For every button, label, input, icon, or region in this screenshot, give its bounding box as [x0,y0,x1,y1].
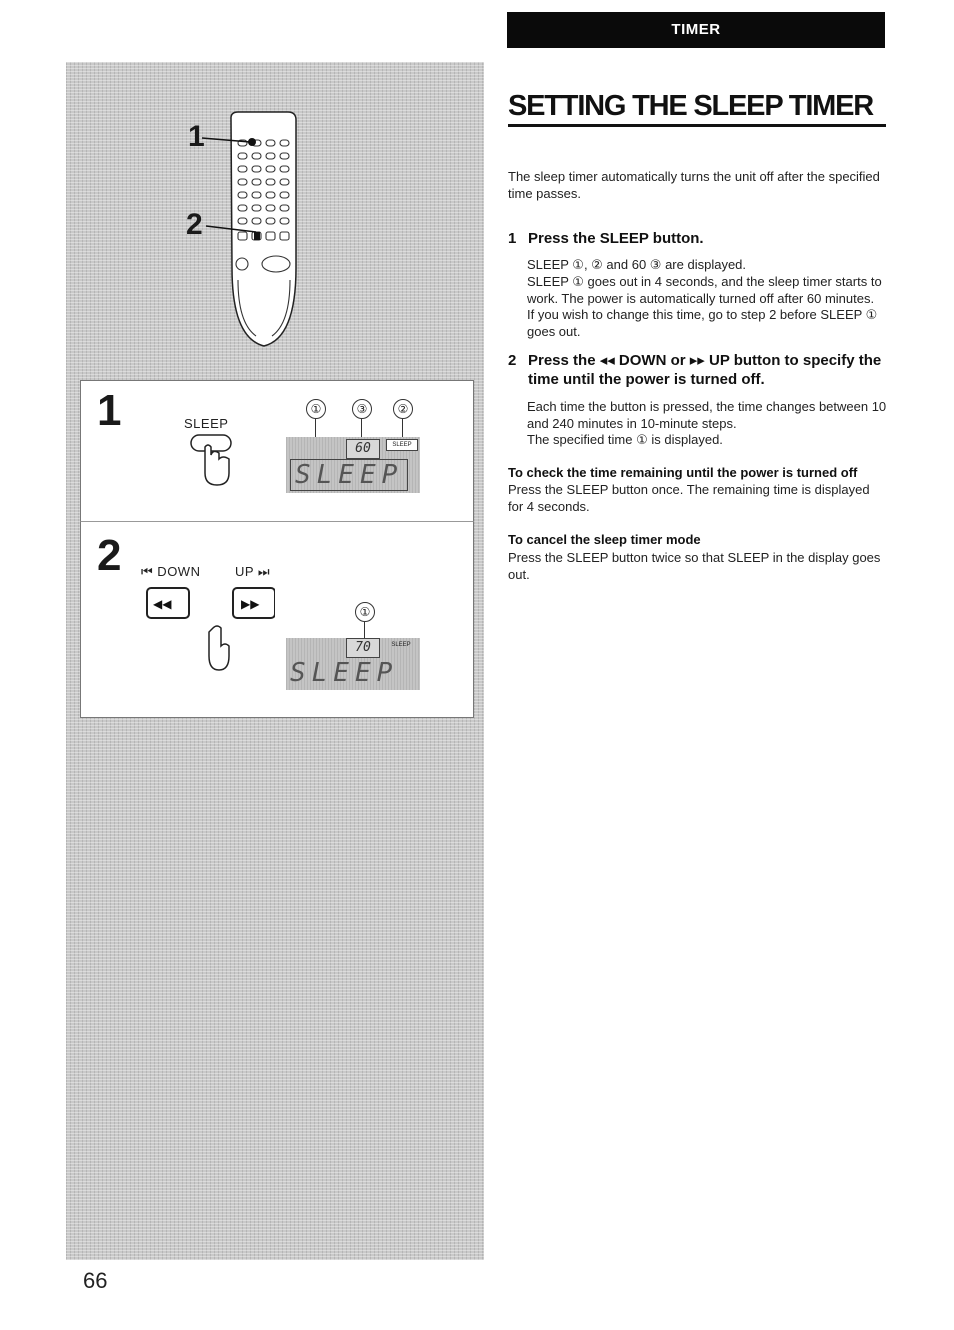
check-remaining-text: Press the SLEEP button once. The remaining time is displayed for 4 seconds. [508,482,870,514]
step2-heading-number: 2 [508,352,517,369]
lcd-sleep-tag: SLEEP [386,439,418,451]
lcd-display [286,638,420,690]
lcd-sleep-text: SLEEP [290,459,408,491]
step2-panel [80,521,474,718]
callout-2: ② [393,399,413,419]
svg-text:▶▶: ▶▶ [241,597,260,611]
up-button-label: UP ⏭ [235,564,271,579]
remote-callout-1: 1 [188,120,205,153]
intro-paragraph: The sleep timer automatically turns the unit off after the specified time passes. [508,169,880,201]
section-header: TIMER [507,12,885,48]
down-button-label: ⏮ DOWN [141,564,201,579]
lcd-time-value: 60 [346,439,380,459]
callout-1: ① [306,399,326,419]
callout-line [364,622,365,638]
step1-heading [508,229,888,248]
step1-number: 1 [97,386,122,435]
svg-text:◀◀: ◀◀ [153,597,172,611]
step2-number: 2 [97,531,122,580]
lcd-display [286,437,420,493]
page-number: 66 [83,1268,108,1293]
cancel-sleep-text: Press the SLEEP button twice so that SLEEP in the display goes out. [508,550,881,582]
remote-callout-2: 2 [186,208,203,241]
callout-3: ③ [352,399,372,419]
callout-line [402,419,403,439]
lcd-sleep-text: SLEEP [290,658,399,688]
page-title: SETTING THE SLEEP TIMER [508,88,886,127]
down-up-buttons-illustration [145,584,275,674]
step1-heading-number: 1 [508,230,517,247]
step1-line-3: If you wish to change this time, go to step 2 before SLEEP ① goes out. [527,307,878,339]
cancel-sleep-heading: To cancel the sleep timer mode [508,532,701,547]
step1-line-2: SLEEP ① goes out in 4 seconds, and the sleep timer starts to work. The power is automatically turned off after 60 minutes. [527,274,882,306]
step1-panel [80,380,474,523]
step2-line-1: Each time the button is pressed, the time changes between 10 and 240 minutes in 10-minute steps. [527,399,887,431]
step1-heading-text: Press the SLEEP button. [528,230,704,247]
check-remaining-heading: To check the time remaining until the power is turned off [508,465,858,480]
pressing-finger-icon [189,433,245,489]
callout-1: ① [355,602,375,622]
sleep-button-label: SLEEP [184,416,229,431]
step1-line-1: SLEEP ①, ② and 60 ③ are displayed. [527,257,747,272]
step2-line-2: The specified time ① is displayed. [527,432,723,447]
step2-heading [508,351,888,389]
step2-heading-text: Press the ◂◂ DOWN or ▸▸ UP button to specify the time until the power is turned off. [528,352,882,388]
lcd-time-value: 70 [346,638,380,658]
lcd-sleep-tag: SLEEP [391,642,411,648]
